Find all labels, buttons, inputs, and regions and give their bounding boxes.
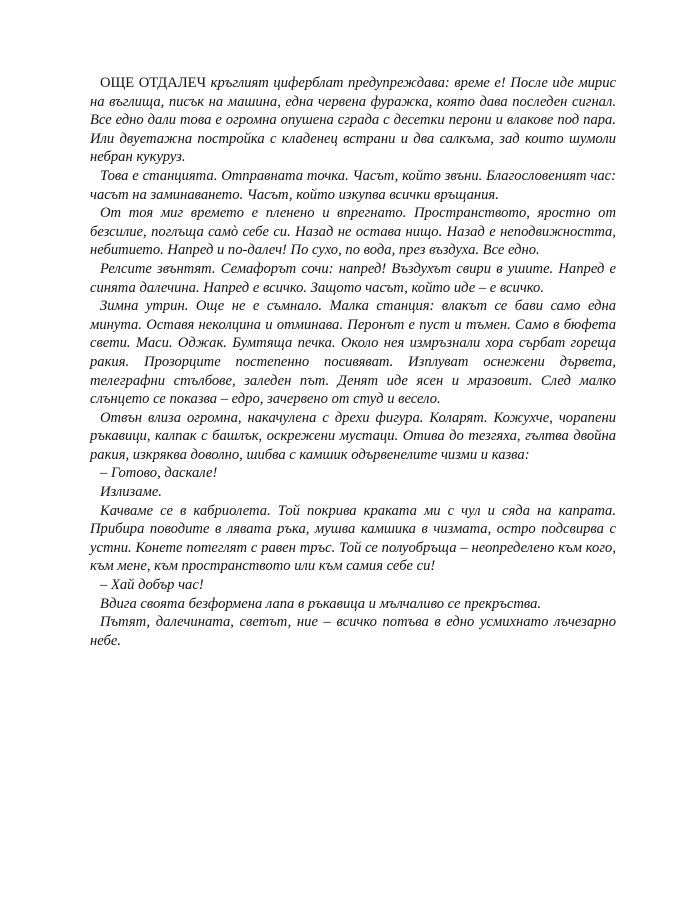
lead-caps: ОЩЕ ОТДАЛЕЧ xyxy=(100,75,207,91)
paragraph-7 xyxy=(90,464,616,483)
paragraph-6 xyxy=(90,409,616,465)
paragraph-10-text: – Хай добър час! xyxy=(100,577,204,594)
paragraph-7-text: – Готово, даскале! xyxy=(100,465,218,482)
document-page xyxy=(90,74,616,650)
paragraph-5-text: Зимна утрин. Още не е съмнало. Малка станция: влакът се бави само една минута. Оставя неколцина и отминава. Перонът е пуст и тъмен. Само в бюфета свети. Маси. Оджак. Бумтяща печка. Около нея измръзнали хора сърбат гореща ракия. Прозорците постепенно посивяват. Изплуват оснежени дървета, телеграфни стълбове, заледен път. Денят иде ясен и мразовит. След малко слънцето се показва – едро, зачервено от студ и весело. xyxy=(90,298,616,408)
paragraph-1 xyxy=(90,74,616,167)
paragraph-4 xyxy=(90,260,616,297)
paragraph-12-text: Пътят, далечината, светът, ние – всичко потъва в едно усмихнато лъчезарно небе. xyxy=(90,614,616,649)
paragraph-10 xyxy=(90,576,616,595)
paragraph-11 xyxy=(90,595,616,614)
paragraph-9-text: Качваме се в кабриолета. Той покрива краката ми с чул и сяда на капрата. Прибира поводите в лявата ръка, мушва камшика в чизмата, остро подсвирва с устни. Конете потеглят с равен тръс. Той се полуобръща – неопределено към кого, към мене, към пространството или към самия себе си! xyxy=(90,502,616,575)
paragraph-9 xyxy=(90,502,616,576)
paragraph-3 xyxy=(90,204,616,260)
paragraph-2-text: Това е станцията. Отправната точка. Часът, който звъни. Благословеният час: часът на заминаването. Часът, който изкупва всички връщания. xyxy=(90,167,616,203)
paragraph-3-text: От тоя миг времето е пленено и впрегнато. Пространството, яростно от безсилие, поглъща самò себе си. Назад не остава нищо. Назад е неподвижността, небитието. Напред и по-далеч! По сухо, по вода, през въздуха. Все едно. xyxy=(90,205,616,259)
paragraph-11-text: Вдига своята безформена лапа в ръкавица и мълчаливо се прекръства. xyxy=(100,595,542,612)
paragraph-5 xyxy=(90,297,616,409)
paragraph-4-text: Релсите звънтят. Семафорът сочи: напред! Въздухът свири в ушите. Напред е синята далечина. Напред е всичко. Защото часът, който иде – е всичко. xyxy=(90,260,616,296)
paragraph-8 xyxy=(90,483,616,502)
paragraph-12 xyxy=(90,613,616,650)
paragraph-6-text: Отвън влиза огромна, накачулена с дрехи фигура. Коларят. Кожухче, чорапени ръкавици, калпак с башлък, оскрежени мустаци. Отива до тезгяха, гълтва двойна ракия, изкряква доволно, шибва с камшик одървенелите чизми и казва: xyxy=(90,409,616,463)
paragraph-1-text: кръглият циферблат предупреждава: време е! После иде мирис на въглища, писък на машина, една червена фуражка, която дава последен сигнал. Все едно дали това е огромна опушена сграда с десетки перони и влакове под пара. Или двуетажна постройка с кладенец встрани и два салкъма, зад които шумоли небран кукуруз. xyxy=(90,75,617,166)
paragraph-8-text: Излизаме. xyxy=(100,484,162,501)
paragraph-2 xyxy=(90,167,616,204)
